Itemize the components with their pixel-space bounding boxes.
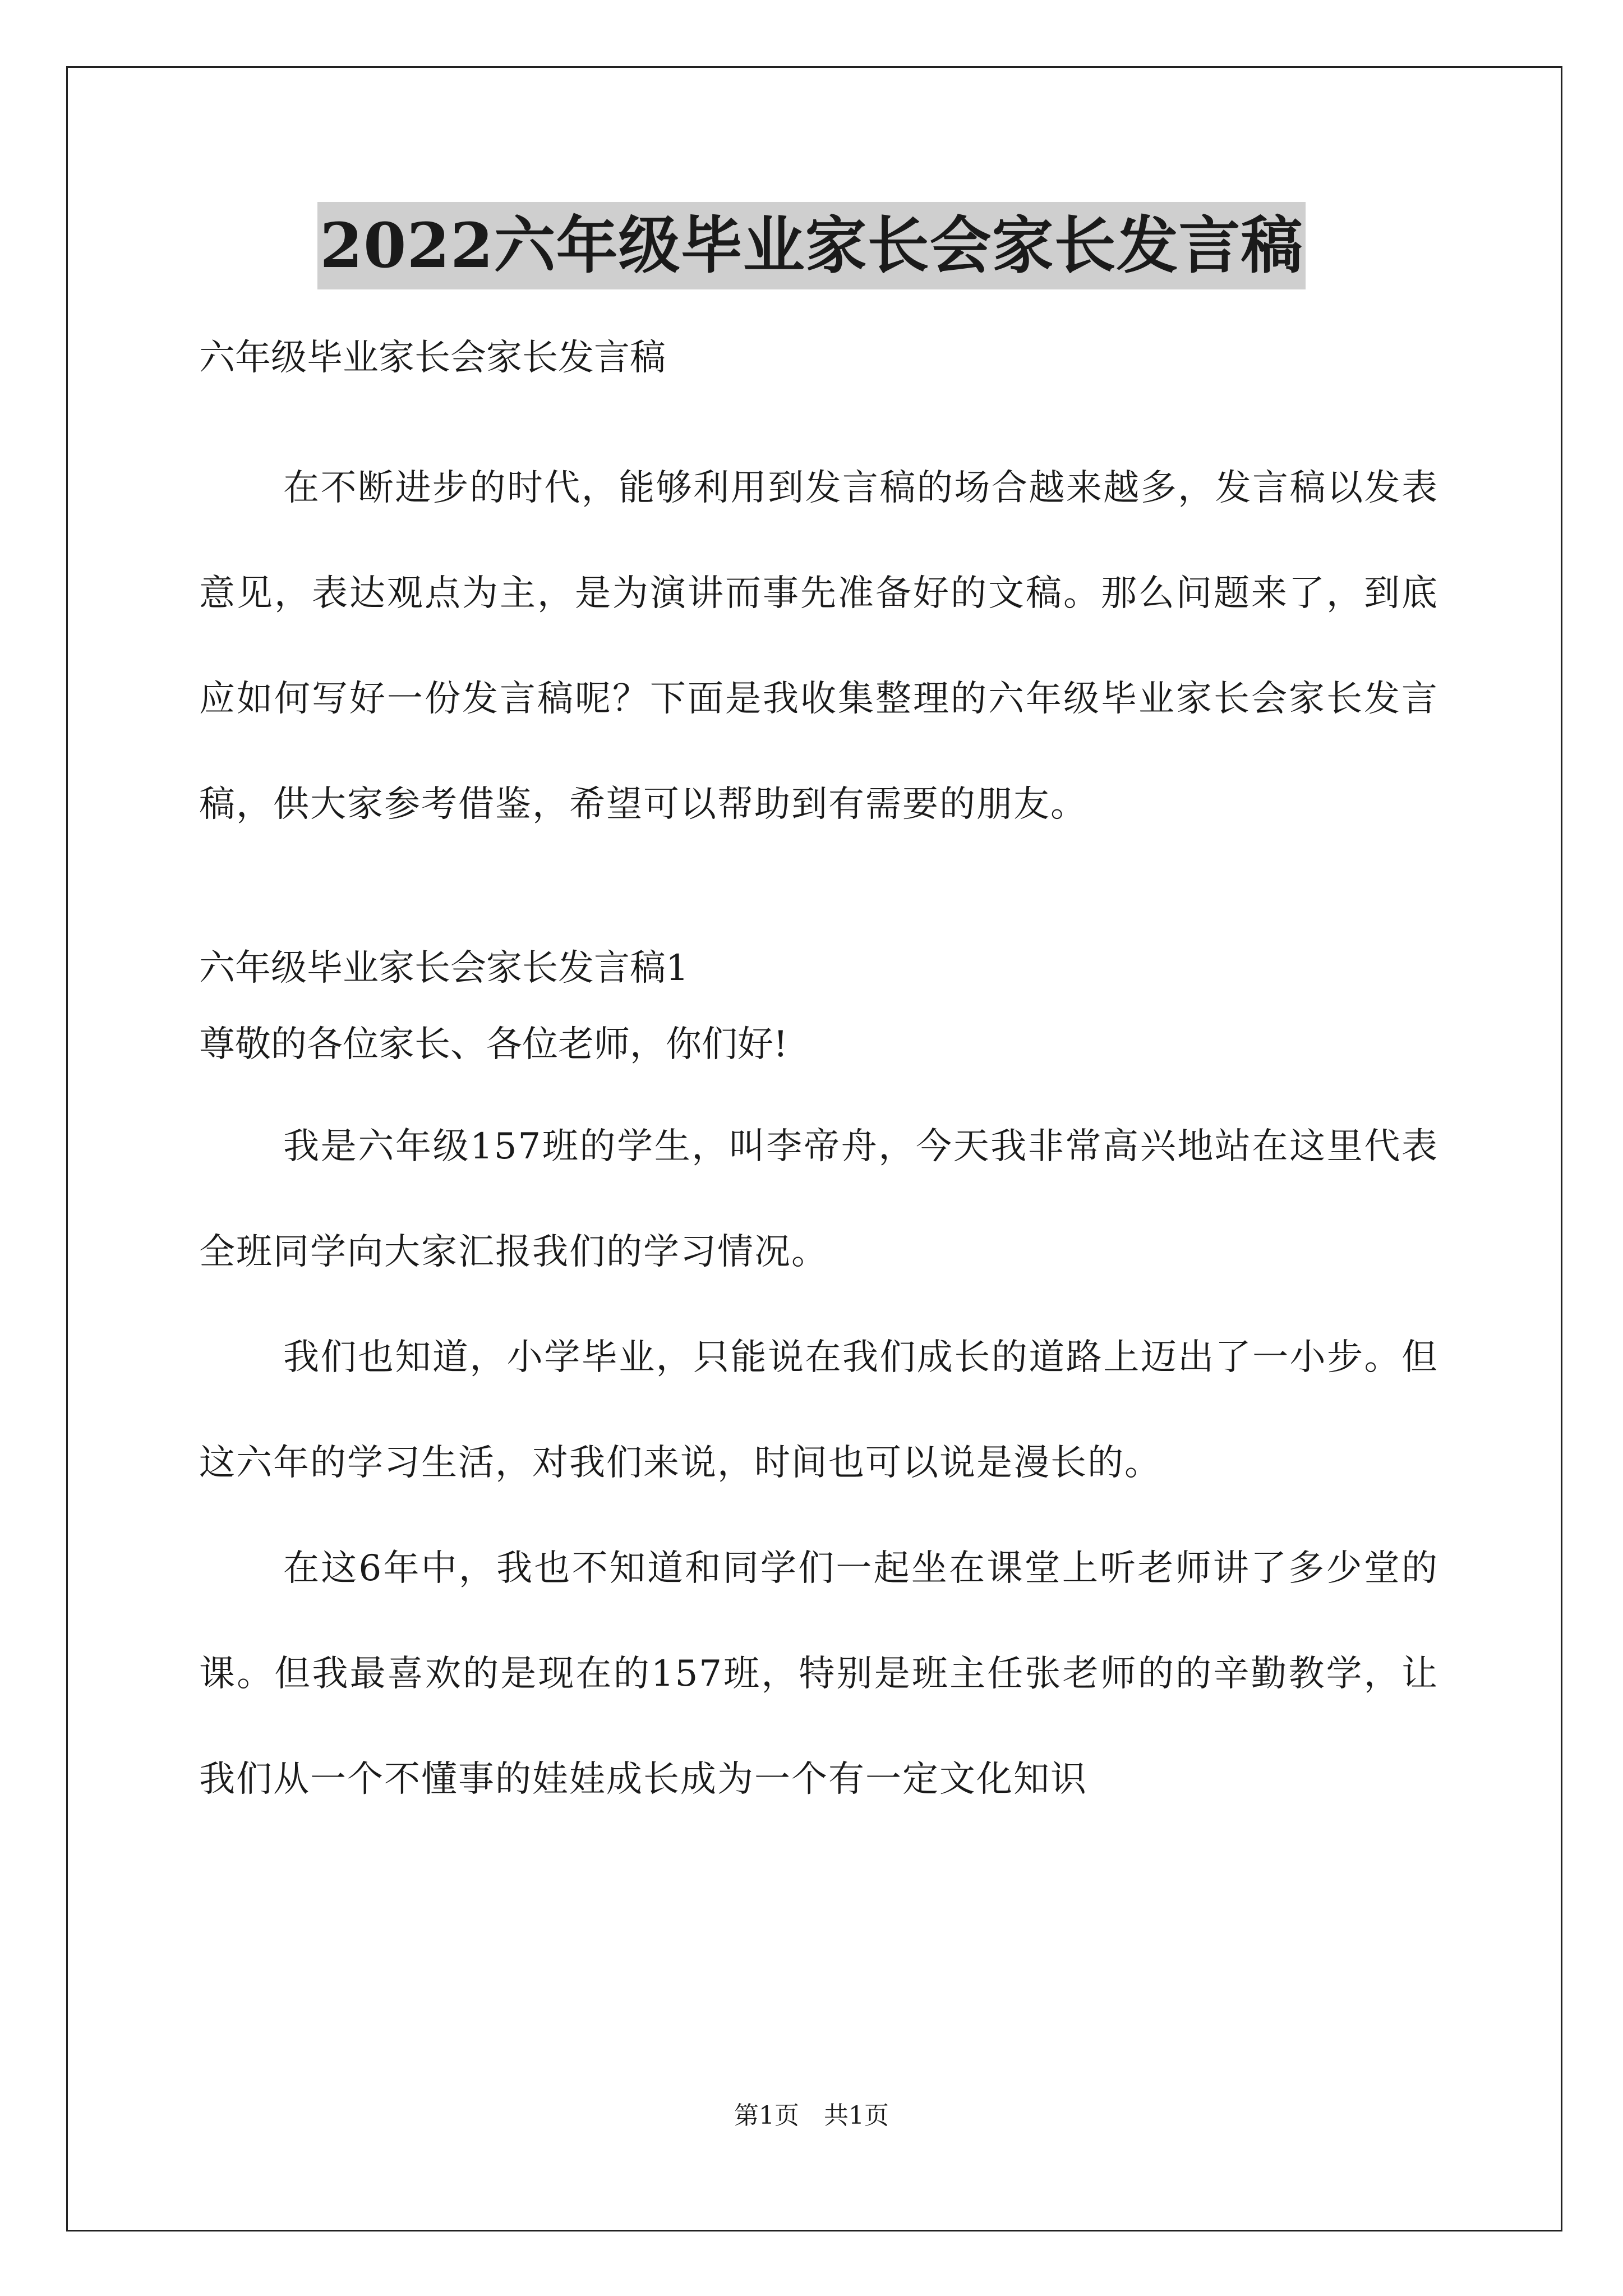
page-footer: 第1页 共1页 bbox=[734, 2101, 889, 2130]
section-spacer bbox=[199, 857, 1438, 941]
document-body bbox=[199, 331, 1438, 1832]
title-area bbox=[0, 202, 1623, 289]
intro-paragraph: 在不断进步的时代，能够利用到发言稿的场合越来越多，发言稿以发表意见，表达观点为主，是为演讲而事先准备好的文稿。那么问题来了，到底应如何写好一份发言稿呢？下面是我收集整理的六年级毕业家长会家长发言稿，供大家参考借鉴，希望可以帮助到有需要的朋友。 bbox=[199, 467, 1438, 825]
greeting-line: 尊敬的各位家长、各位老师，你们好! bbox=[199, 1024, 788, 1065]
body-paragraph: 我是六年级157班的学生，叫李帝舟，今天我非常高兴地站在这里代表全班同学向大家汇报我们的学习情况。 bbox=[199, 1126, 1438, 1273]
body-paragraph: 在这6年中，我也不知道和同学们一起坐在课堂上听老师讲了多少堂的课。但我最喜欢的是现在的157班，特别是班主任张老师的的辛勤教学，让我们从一个不懂事的娃娃成长成为一个有一定文化知识 bbox=[199, 1548, 1438, 1800]
body-paragraph: 我们也知道，小学毕业，只能说在我们成长的道路上迈出了一小步。但这六年的学习生活，对我们来说，时间也可以说是漫长的。 bbox=[199, 1337, 1438, 1484]
document-subtitle: 六年级毕业家长会家长发言稿 bbox=[199, 337, 666, 379]
document-title: 2022六年级毕业家长会家长发言稿 bbox=[317, 202, 1305, 289]
section-heading: 六年级毕业家长会家长发言稿1 bbox=[199, 947, 689, 989]
